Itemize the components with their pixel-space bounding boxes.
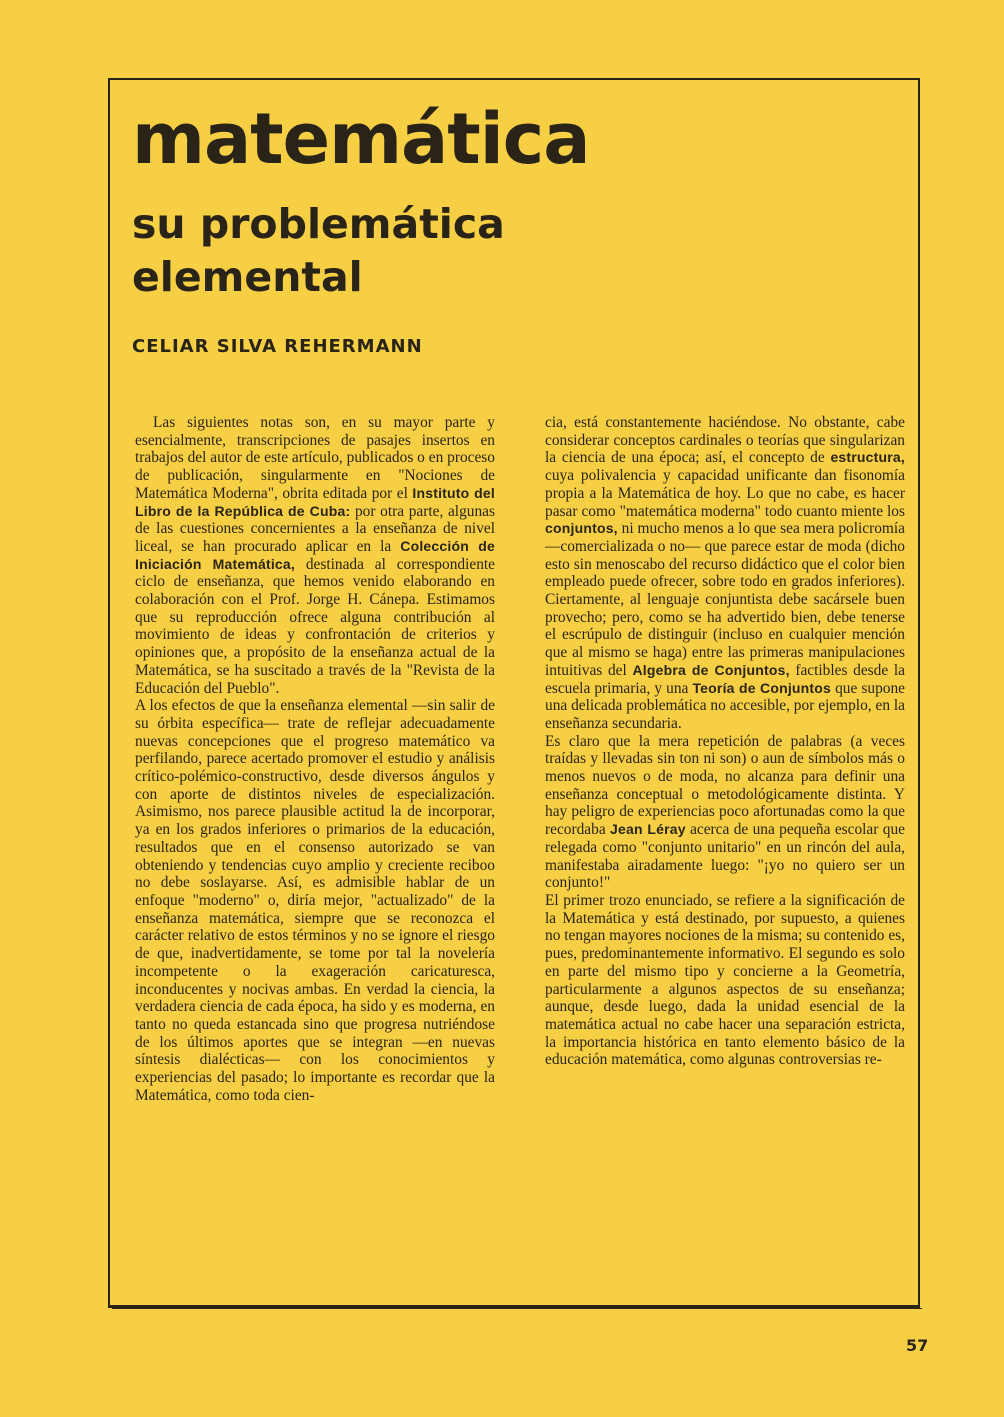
frame-bottom-rule [112, 1308, 922, 1309]
left-column [135, 414, 495, 1104]
subtitle-line-1: su problemática [132, 200, 505, 248]
right-paragraph-2: Es claro que la mera repetición de palabras (a veces traídas y llevadas sin ton ni son) o aun de símbolos más o menos nuevos o de moda, no alcanza para definir una enseñanza conceptual o metodológicamente distinta. Y hay peligro de experiencias poco afortunadas como la que recordaba Jean Léray acerca de una pequeña escolar que relegada como "conjunto unitario" en un rincón del aula, manifestaba airadamente luego: "¡yo no quiero ser un conjunto!" [545, 732, 905, 892]
right-column [545, 414, 905, 1069]
right-paragraph-1: cia, está constantemente haciéndose. No obstante, cabe considerar conceptos cardinales o teorías que singularizan la ciencia de una época; así, el concepto de estructura, cuya polivalencia y capacidad unificante dan fisonomía propia a la Matemática de hoy. Lo que no cabe, es hacer pasar como "matemática moderna" todo cuanto miente los conjuntos, ni mucho menos a lo que sea mera policromía —comercializada o no— que parece estar de moda (dicho esto sin menoscabo del recurso didáctico que el color bien empleado puede ofrecer, sobre todo en grados inferiores). Ciertamente, al lenguaje conjuntista debe sacársele buen provecho; pero, como se ha advertido bien, debe tenerse el escrúpulo de distinguir (incluso en cualquier mención que al mismo se haga) entre las primeras manipulaciones intuitivas del Algebra de Conjuntos, factibles desde la escuela primaria, y una Teoría de Conjuntos que supone una delicada problemática no accesible, por ejemplo, en la enseñanza secundaria. [545, 414, 905, 732]
right-paragraph-3: El primer trozo enunciado, se refiere a la significación de la Matemática y está destinado, por supuesto, a quienes no tengan mayores nociones de la misma; su contenido es, pues, predominantemente informativo. El segundo es solo en parte del mismo tipo y concierne a la Geometría, particularmente a algunos aspectos de su enseñanza; aunque, desde luego, dada la unidad esencial de la matemática actual no cabe hacer una separación estricta, la importancia histórica en tanto elemento básico de la educación matemática, como algunas controversias re- [545, 891, 905, 1069]
left-paragraph-2: A los efectos de que la enseñanza elemental —sin salir de su órbita específica— trate de reflejar adecuadamente nuevas concepciones que el progreso matemático va perfilando, parece acertado promover el estudio y análisis crítico-polémico-constructivo, desde diversos ángulos y con aporte de distintos niveles de especialización. Asimismo, nos parece plausible actitud la de incorporar, ya en los grados inferiores o primarios de la educación, resultados que en el consenso autorizado se van obteniendo y tendencias cuyo amplio y creciente reciboo no debe soslayarse. Así, es admisible hablar de un enfoque "moderno" o, diría mejor, "actualizado" de la enseñanza matemática, siempre que se reconozca el carácter relativo de estos términos y no se ignore el riesgo de que, inadvertidamente, se tome por tal la novelería incompetente o la exageración caricaturesca, inconducentes y nocivas ambas. En verdad la ciencia, la verdadera ciencia de cada época, ha sido y es moderna, en tanto no queda estancada sino que progresa nutriéndose de los últimos aportes que se integran —en nuevas síntesis dialécticas— con los conocimientos y experiencias del pasado; lo importante es recordar que la Matemática, como toda cien- [135, 697, 495, 1104]
article-subtitle [132, 198, 552, 304]
subtitle-line-2: elemental [132, 253, 363, 301]
page-number: 57 [906, 1336, 929, 1355]
left-paragraph-1: Las siguientes notas son, en su mayor parte y esencialmente, transcripciones de pasajes insertos en trabajos del autor de este artículo, publicados o en proceso de publicación, singularmente en "Nociones de Matemática Moderna", obrita editada por el Instituto del Libro de la República de Cuba: por otra parte, algunas de las cuestiones concernientes a la enseñanza de nivel liceal, se han procurado aplicar en la Colección de Iniciación Matemática, destinada al correspondiente ciclo de enseñanza, que hemos venido elaborando en colaboración con el Prof. Jorge H. Cánepa. Estimamos que su reproducción ofrece alguna contribución al movimiento de ideas y confrontación de criterios y opiniones que, a propósito de la enseñanza actual de la Matemática, se ha suscitado a través de la "Revista de la Educación del Pueblo". [135, 414, 496, 697]
article-title: matemática [132, 98, 590, 180]
author-byline: CELIAR SILVA REHERMANN [132, 336, 423, 357]
